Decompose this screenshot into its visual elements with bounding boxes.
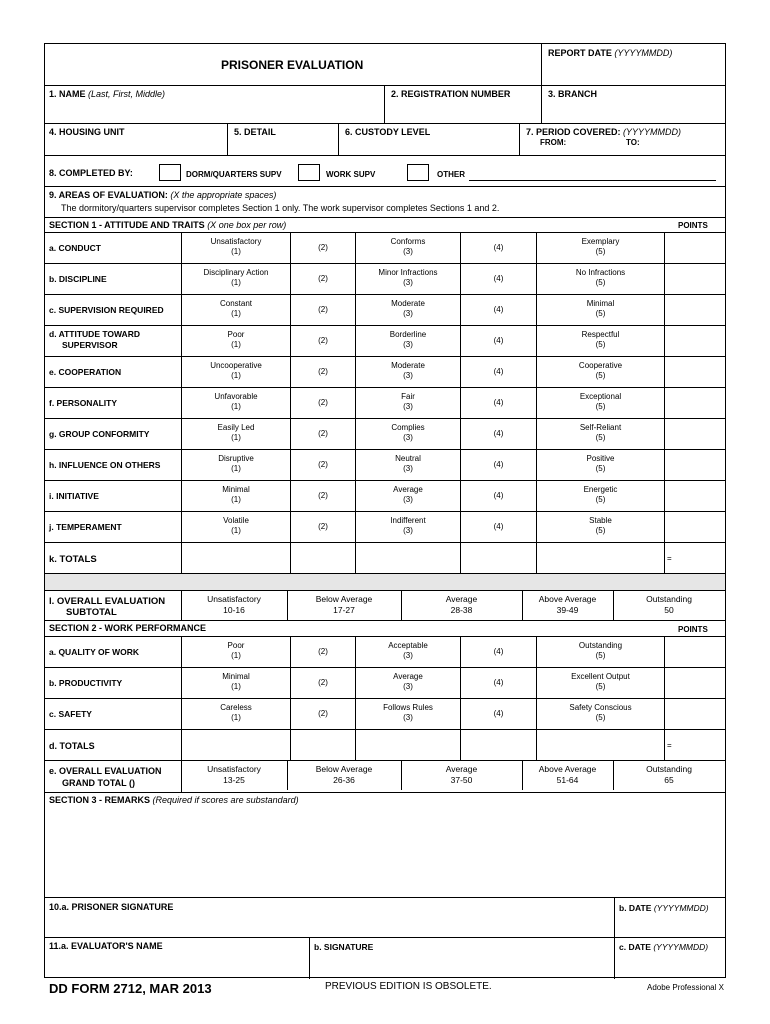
form-title: PRISONER EVALUATION: [221, 58, 364, 72]
dorm-supv-checkbox[interactable]: [159, 164, 181, 181]
option-1-cell[interactable]: Unfavorable (1): [214, 392, 258, 411]
section3-title: SECTION 3 - REMARKS (Required if scores are substandard): [49, 795, 299, 805]
option-5-cell[interactable]: Cooperative (5): [578, 361, 623, 380]
from-label: FROM:: [540, 138, 567, 147]
subtotal-label: SUBTOTAL: [66, 607, 117, 618]
trait-label: h. INFLUENCE ON OTHERS: [49, 460, 161, 470]
form-number: DD FORM 2712, MAR 2013: [49, 981, 212, 996]
rating-cell[interactable]: Unsatisfactory 13-25: [207, 764, 261, 785]
overall-evaluation-label: l. OVERALL EVALUATION: [49, 596, 166, 607]
option-4-cell[interactable]: (4): [493, 709, 504, 718]
section2-total-5[interactable]: [537, 730, 663, 759]
points-field[interactable]: [665, 326, 725, 355]
trait-label: g. GROUP CONFORMITY: [49, 429, 150, 439]
other-field[interactable]: [469, 166, 716, 180]
trait-label: c. SAFETY: [49, 709, 92, 719]
option-4-cell[interactable]: (4): [493, 429, 504, 438]
option-5-cell[interactable]: Safety Conscious (5): [569, 703, 632, 722]
option-5-cell[interactable]: Exceptional (5): [579, 392, 622, 411]
custody-level-field[interactable]: [339, 138, 519, 154]
section1-row: [45, 449, 725, 480]
option-4-cell[interactable]: (4): [493, 367, 504, 376]
previous-edition-note: PREVIOUS EDITION IS OBSOLETE.: [325, 981, 492, 992]
option-4-cell[interactable]: (4): [493, 460, 504, 469]
option-5-cell[interactable]: Respectful (5): [581, 330, 620, 349]
section1-row: [45, 387, 725, 418]
section2-total-4[interactable]: [461, 730, 535, 759]
detail-field[interactable]: [228, 138, 338, 154]
option-5-cell[interactable]: Exemplary (5): [581, 237, 620, 256]
option-2-cell[interactable]: (2): [318, 522, 328, 531]
trait-label: i. INITIATIVE: [49, 491, 99, 501]
option-1-cell[interactable]: Uncooperative (1): [210, 361, 262, 380]
option-4-cell[interactable]: (4): [493, 647, 504, 656]
section2-total-2[interactable]: [291, 730, 354, 759]
option-3-cell[interactable]: Acceptable (3): [388, 641, 428, 660]
option-4-cell[interactable]: (4): [493, 305, 504, 314]
option-1-cell[interactable]: Minimal (1): [222, 485, 250, 504]
option-2-cell[interactable]: (2): [318, 709, 328, 718]
option-1-cell[interactable]: Poor (1): [227, 641, 245, 660]
option-3-cell[interactable]: Borderline (3): [389, 330, 427, 349]
rating-cell[interactable]: Average 28-38: [445, 594, 478, 615]
section1-totals-label: k. TOTALS: [49, 554, 97, 565]
option-3-cell[interactable]: Conforms (3): [390, 237, 426, 256]
section2-equals: =: [667, 741, 672, 750]
option-1-cell[interactable]: Poor (1): [227, 330, 245, 349]
option-2-cell[interactable]: (2): [318, 243, 328, 252]
option-2-cell[interactable]: (2): [318, 460, 328, 469]
prisoner-signature-field[interactable]: [45, 914, 614, 936]
rating-cell[interactable]: Outstanding 65: [646, 764, 692, 785]
section1-row: [45, 418, 725, 449]
option-2-cell[interactable]: (2): [318, 429, 328, 438]
option-5-cell[interactable]: Self-Reliant (5): [579, 423, 622, 442]
evaluator-date-label: c. DATE (YYYYMMDD): [619, 942, 709, 952]
option-3-cell[interactable]: Moderate (3): [391, 299, 425, 318]
evaluator-signature-field[interactable]: [310, 953, 614, 977]
name-label: 1. NAME (Last, First, Middle): [49, 89, 166, 99]
trait-label: e. COOPERATION: [49, 367, 122, 377]
evaluator-name-field[interactable]: [45, 953, 309, 977]
work-supv-checkbox[interactable]: [298, 164, 320, 181]
section1-row: [45, 356, 725, 387]
points-field[interactable]: [665, 264, 725, 293]
section2-total-3[interactable]: [356, 730, 459, 759]
section1-total-1[interactable]: [182, 543, 289, 572]
points-field[interactable]: [665, 233, 725, 262]
points-field[interactable]: [665, 295, 725, 324]
option-5-cell[interactable]: Minimal (5): [586, 299, 615, 318]
trait-label: b. PRODUCTIVITY: [49, 678, 123, 688]
section1-row: [45, 325, 725, 356]
option-2-cell[interactable]: (2): [318, 274, 328, 283]
section1-row: [45, 511, 725, 542]
option-2-cell[interactable]: (2): [318, 398, 328, 407]
section1-title: SECTION 1 - ATTITUDE AND TRAITS (X one box per row): [49, 220, 287, 230]
points-field[interactable]: [665, 699, 725, 728]
option-5-cell[interactable]: No Infractions (5): [575, 268, 626, 287]
section2-row: [45, 667, 725, 698]
areas-instructions: The dormitory/quarters supervisor completes Section 1 only. The work supervisor completes Sections 1 and 2.: [61, 203, 500, 213]
option-4-cell[interactable]: (4): [493, 243, 504, 252]
section1-row: [45, 232, 725, 263]
option-5-cell[interactable]: Stable (5): [589, 516, 612, 535]
option-1-cell[interactable]: Disruptive (1): [218, 454, 254, 473]
software-note: Adobe Professional X: [647, 983, 724, 992]
section1-row: [45, 480, 725, 511]
section1-total-4[interactable]: [461, 543, 535, 572]
option-3-cell[interactable]: Moderate (3): [391, 361, 425, 380]
housing-unit-field[interactable]: [45, 138, 227, 154]
section2-points-header: POINTS: [678, 625, 708, 634]
section2-points-total[interactable]: [675, 730, 725, 759]
registration-number-label: 2. REGISTRATION NUMBER: [391, 89, 511, 99]
dorm-supv-label: DORM/QUARTERS SUPV: [186, 170, 282, 179]
trait-label: d. ATTITUDE TOWARD: [49, 329, 140, 339]
option-1-cell[interactable]: Constant (1): [219, 299, 253, 318]
trait-label: c. SUPERVISION REQUIRED: [49, 305, 164, 315]
option-4-cell[interactable]: (4): [493, 522, 504, 531]
other-label: OTHER: [437, 170, 465, 179]
option-3-cell[interactable]: Average (3): [393, 672, 423, 691]
option-3-cell[interactable]: Fair (3): [401, 392, 415, 411]
section2-row: [45, 636, 725, 667]
registration-number-field[interactable]: [385, 100, 541, 122]
points-field[interactable]: [665, 668, 725, 697]
points-field[interactable]: [665, 512, 725, 541]
option-3-cell[interactable]: Complies (3): [391, 423, 425, 442]
rating-cell[interactable]: Above Average 39-49: [538, 594, 597, 615]
option-1-cell[interactable]: Careless (1): [220, 703, 252, 722]
rating-cell[interactable]: Average 37-50: [445, 764, 478, 785]
option-3-cell[interactable]: Indifferent (3): [390, 516, 426, 535]
to-label: TO:: [626, 138, 640, 147]
section1-row: [45, 294, 725, 325]
trait-label: f. PERSONALITY: [49, 398, 118, 408]
option-4-cell[interactable]: (4): [493, 336, 504, 345]
grand-total-sublabel: GRAND TOTAL (): [62, 778, 135, 788]
trait-label: a. QUALITY OF WORK: [49, 647, 140, 657]
option-3-cell[interactable]: Minor Infractions (3): [378, 268, 438, 287]
prisoner-date-label: b. DATE (YYYYMMDD): [619, 903, 709, 913]
option-2-cell[interactable]: (2): [318, 491, 328, 500]
option-5-cell[interactable]: Outstanding (5): [578, 641, 623, 660]
option-5-cell[interactable]: Energetic (5): [583, 485, 618, 504]
option-2-cell[interactable]: (2): [318, 367, 328, 376]
rating-cell[interactable]: Above Average 51-64: [538, 764, 597, 785]
period-from-field[interactable]: [570, 137, 620, 153]
rating-cell[interactable]: Unsatisfactory 10-16: [207, 594, 261, 615]
prisoner-date-field[interactable]: [615, 914, 725, 936]
branch-field[interactable]: [542, 100, 725, 122]
option-2-cell[interactable]: (2): [318, 305, 328, 314]
section1-points-total[interactable]: [675, 543, 725, 572]
option-3-cell[interactable]: Average (3): [393, 485, 423, 504]
prisoner-evaluation-form: [44, 43, 726, 978]
other-checkbox[interactable]: [407, 164, 429, 181]
report-date-label: REPORT DATE (YYYYMMDD): [548, 48, 673, 58]
section1-total-3[interactable]: [356, 543, 459, 572]
period-to-field[interactable]: [643, 137, 723, 153]
points-field[interactable]: [665, 637, 725, 666]
points-field[interactable]: [665, 481, 725, 510]
section2-title: SECTION 2 - WORK PERFORMANCE: [49, 623, 207, 633]
period-covered-label: 7. PERIOD COVERED: (YYYYMMDD): [526, 127, 682, 137]
section1-total-2[interactable]: [291, 543, 354, 572]
trait-label: b. DISCIPLINE: [49, 274, 107, 284]
custody-level-label: 6. CUSTODY LEVEL: [345, 127, 431, 137]
prisoner-signature-label: 10.a. PRISONER SIGNATURE: [49, 902, 174, 912]
option-3-cell[interactable]: Neutral (3): [395, 454, 421, 473]
option-1-cell[interactable]: Disciplinary Action (1): [203, 268, 269, 287]
remarks-field[interactable]: [45, 808, 725, 896]
section1-row: [45, 263, 725, 294]
section1-equals: =: [667, 554, 672, 563]
option-4-cell[interactable]: (4): [493, 398, 504, 407]
section1-total-5[interactable]: [537, 543, 663, 572]
section2-row: [45, 698, 725, 729]
rating-cell[interactable]: Below Average 17-27: [315, 594, 373, 615]
option-1-cell[interactable]: Easily Led (1): [217, 423, 255, 442]
points-field[interactable]: [665, 388, 725, 417]
housing-unit-label: 4. HOUSING UNIT: [49, 127, 125, 137]
rating-cell[interactable]: Outstanding 50: [646, 594, 692, 615]
trait-label: a. CONDUCT: [49, 243, 101, 253]
section2-total-1[interactable]: [182, 730, 289, 759]
points-field[interactable]: [665, 450, 725, 479]
section1-points-header: POINTS: [678, 221, 708, 230]
option-4-cell[interactable]: (4): [493, 491, 504, 500]
option-1-cell[interactable]: Volatile (1): [223, 516, 249, 535]
section2-totals-label: d. TOTALS: [49, 741, 95, 751]
option-5-cell[interactable]: Positive (5): [586, 454, 615, 473]
option-2-cell[interactable]: (2): [318, 336, 328, 345]
detail-label: 5. DETAIL: [234, 127, 276, 137]
option-1-cell[interactable]: Unsatisfactory (1): [210, 237, 262, 256]
evaluator-name-label: 11.a. EVALUATOR'S NAME: [49, 941, 163, 951]
trait-label-line2: SUPERVISOR: [62, 340, 118, 350]
report-date-field[interactable]: [542, 58, 725, 85]
grand-total-label: e. OVERALL EVALUATION: [49, 766, 162, 776]
option-2-cell[interactable]: (2): [318, 647, 328, 656]
completed-by-label: 8. COMPLETED BY:: [49, 168, 133, 178]
name-field[interactable]: [45, 100, 384, 122]
evaluator-signature-label: b. SIGNATURE: [314, 942, 374, 952]
areas-of-evaluation-label: 9. AREAS OF EVALUATION: (X the appropriate spaces): [49, 190, 277, 200]
points-field[interactable]: [665, 357, 725, 386]
option-5-cell[interactable]: Excellent Output (5): [571, 672, 630, 691]
option-2-cell[interactable]: (2): [318, 678, 328, 687]
option-1-cell[interactable]: Minimal (1): [222, 672, 250, 691]
option-4-cell[interactable]: (4): [493, 274, 504, 283]
branch-label: 3. BRANCH: [548, 89, 598, 99]
evaluator-date-field[interactable]: [615, 953, 725, 977]
option-3-cell[interactable]: Follows Rules (3): [383, 703, 433, 722]
work-supv-label: WORK SUPV: [326, 170, 376, 179]
rating-cell[interactable]: Below Average 26-36: [315, 764, 373, 785]
points-field[interactable]: [665, 419, 725, 448]
trait-label: j. TEMPERAMENT: [49, 522, 122, 532]
option-4-cell[interactable]: (4): [493, 678, 504, 687]
